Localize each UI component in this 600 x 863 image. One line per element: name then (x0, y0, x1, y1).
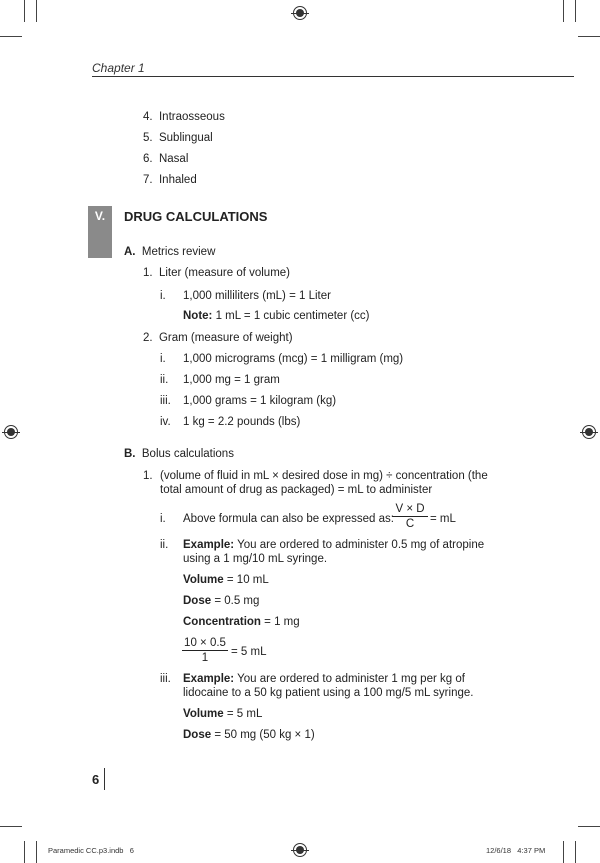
note: Note: 1 mL = 1 cubic centimeter (cc) (183, 310, 370, 322)
fraction-denominator: C (405, 518, 415, 530)
roman-numeral: iii. (160, 395, 171, 407)
fraction-denominator: 1 (201, 652, 209, 664)
list-item: Above formula can also be expressed as: (183, 513, 394, 525)
subsection-a-heading: A. Metrics review (124, 246, 216, 258)
crop-mark (0, 826, 22, 827)
crop-mark (575, 0, 576, 22)
crop-mark (24, 841, 25, 863)
section-numeral: V. (94, 209, 106, 223)
page-number: 6 (92, 772, 100, 787)
list-item: 1,000 mg = 1 gram (183, 374, 280, 386)
list-item: 6. Nasal (143, 153, 189, 165)
crop-mark (578, 36, 600, 37)
crop-mark (36, 841, 37, 863)
registration-mark-icon (4, 425, 18, 439)
list-item: 1,000 grams = 1 kilogram (kg) (183, 395, 337, 407)
fraction-result: = mL (430, 513, 456, 525)
registration-mark-icon (582, 425, 596, 439)
list-item: 7. Inhaled (143, 174, 197, 186)
registration-mark-icon (293, 6, 307, 20)
roman-numeral: i. (160, 513, 166, 525)
example-fraction (182, 637, 228, 664)
roman-numeral: i. (160, 290, 166, 302)
section-title: DRUG CALCULATIONS (124, 209, 268, 224)
list-item: 5. Sublingual (143, 132, 213, 144)
crop-mark (563, 0, 564, 22)
roman-numeral: ii. (160, 374, 169, 386)
crop-mark (36, 0, 37, 22)
volume-line: Volume = 10 mL (183, 574, 269, 586)
formula-text: total amount of drug as packaged) = mL to administer (160, 484, 433, 496)
page-number-rule (104, 768, 105, 790)
roman-numeral: i. (160, 353, 166, 365)
roman-numeral: iv. (160, 416, 171, 428)
dose-line: Dose = 0.5 mg (183, 595, 260, 607)
running-header: Chapter 1 (92, 61, 145, 75)
list-item: 1,000 milliliters (mL) = 1 Liter (183, 290, 331, 302)
list-item: 2. Gram (measure of weight) (143, 332, 293, 344)
concentration-line: Concentration = 1 mg (183, 616, 300, 628)
crop-mark (563, 841, 564, 863)
formula-text: (volume of fluid in mL × desired dose in mg) ÷ concentration (the (160, 470, 488, 482)
section-numeral-box (88, 206, 112, 258)
list-item: 1. Liter (measure of volume) (143, 267, 291, 279)
header-rule (92, 76, 574, 77)
fraction-numerator: V × D (392, 503, 428, 517)
slug-left: Paramedic CC.p3.indb 6 (48, 846, 134, 855)
crop-mark (24, 0, 25, 22)
crop-mark (575, 841, 576, 863)
fraction-result: = 5 mL (231, 646, 267, 658)
formula-fraction (392, 503, 428, 530)
registration-mark-icon (293, 843, 307, 857)
subsection-b-heading: B. Bolus calculations (124, 448, 234, 460)
crop-mark (578, 826, 600, 827)
list-item: 1,000 micrograms (mcg) = 1 milligram (mg) (183, 353, 404, 365)
list-item: 1 kg = 2.2 pounds (lbs) (183, 416, 301, 428)
list-item: 4. Intraosseous (143, 111, 225, 123)
example-text: Example: You are ordered to administer 1 mg per kg of (183, 673, 465, 685)
dose-line: Dose = 50 mg (50 kg × 1) (183, 729, 315, 741)
slug-right: 12/6/18 4:37 PM (486, 846, 546, 855)
example-text: Example: You are ordered to administer 0.5 mg of atropine (183, 539, 485, 551)
example-text: lidocaine to a 50 kg patient using a 100 mg/5 mL syringe. (183, 687, 474, 699)
example-text: using a 1 mg/10 mL syringe. (183, 553, 328, 565)
crop-mark (0, 36, 22, 37)
fraction-numerator: 10 × 0.5 (182, 637, 228, 651)
roman-numeral: ii. (160, 539, 169, 551)
roman-numeral: iii. (160, 673, 171, 685)
volume-line: Volume = 5 mL (183, 708, 263, 720)
list-number: 1. (143, 470, 153, 482)
